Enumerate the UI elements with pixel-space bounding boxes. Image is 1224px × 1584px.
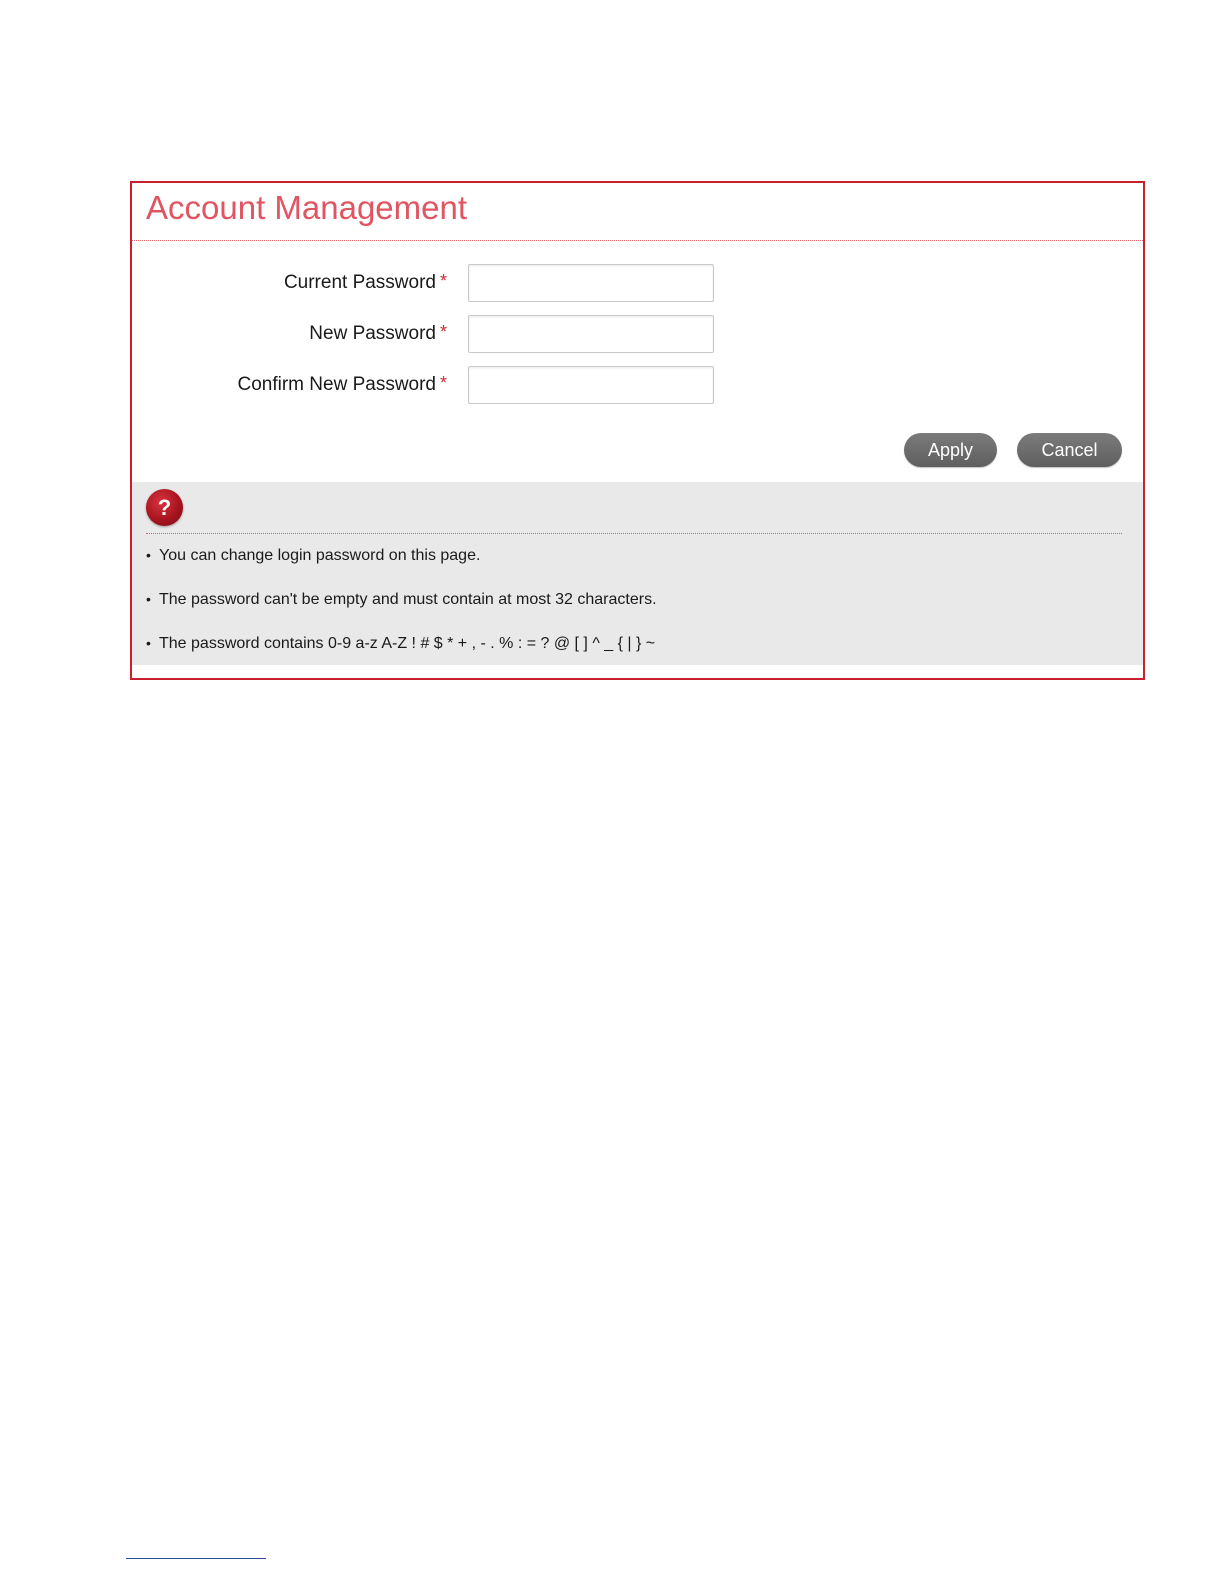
help-item-text: You can change login password on this page. xyxy=(159,547,481,564)
apply-button[interactable]: Apply xyxy=(904,433,997,467)
help-list xyxy=(146,544,657,676)
confirm-new-password-input[interactable] xyxy=(468,366,714,404)
new-password-row xyxy=(132,314,732,354)
help-section xyxy=(132,482,1143,665)
current-password-input[interactable] xyxy=(468,264,714,302)
question-mark-icon: ? xyxy=(146,489,183,526)
bullet-icon: • xyxy=(146,591,151,607)
new-password-input[interactable] xyxy=(468,315,714,353)
confirm-new-password-row xyxy=(132,365,732,405)
current-password-row xyxy=(132,263,732,303)
bullet-icon: • xyxy=(146,547,151,563)
required-asterisk: * xyxy=(440,322,448,342)
current-password-label: Current Password xyxy=(283,272,436,293)
help-item xyxy=(146,588,657,632)
help-item-text: The password can't be empty and must contain at most 32 characters. xyxy=(159,591,657,608)
help-divider xyxy=(146,533,1122,534)
cancel-button[interactable]: Cancel xyxy=(1017,433,1122,467)
required-asterisk: * xyxy=(440,271,448,291)
help-item xyxy=(146,632,657,676)
page-title: Account Management xyxy=(146,189,468,226)
footnote-separator xyxy=(126,1558,266,1559)
help-item-text: The password contains 0-9 a-z A-Z ! # $ * + , - . % : = ? @ [ ] ^ _ { | } ~ xyxy=(159,635,656,652)
new-password-label: New Password xyxy=(309,323,436,344)
help-item xyxy=(146,544,657,588)
bullet-icon: • xyxy=(146,635,151,651)
confirm-new-password-label: Confirm New Password xyxy=(237,374,436,395)
title-divider xyxy=(132,240,1143,241)
required-asterisk: * xyxy=(440,373,448,393)
account-management-panel xyxy=(130,181,1145,680)
